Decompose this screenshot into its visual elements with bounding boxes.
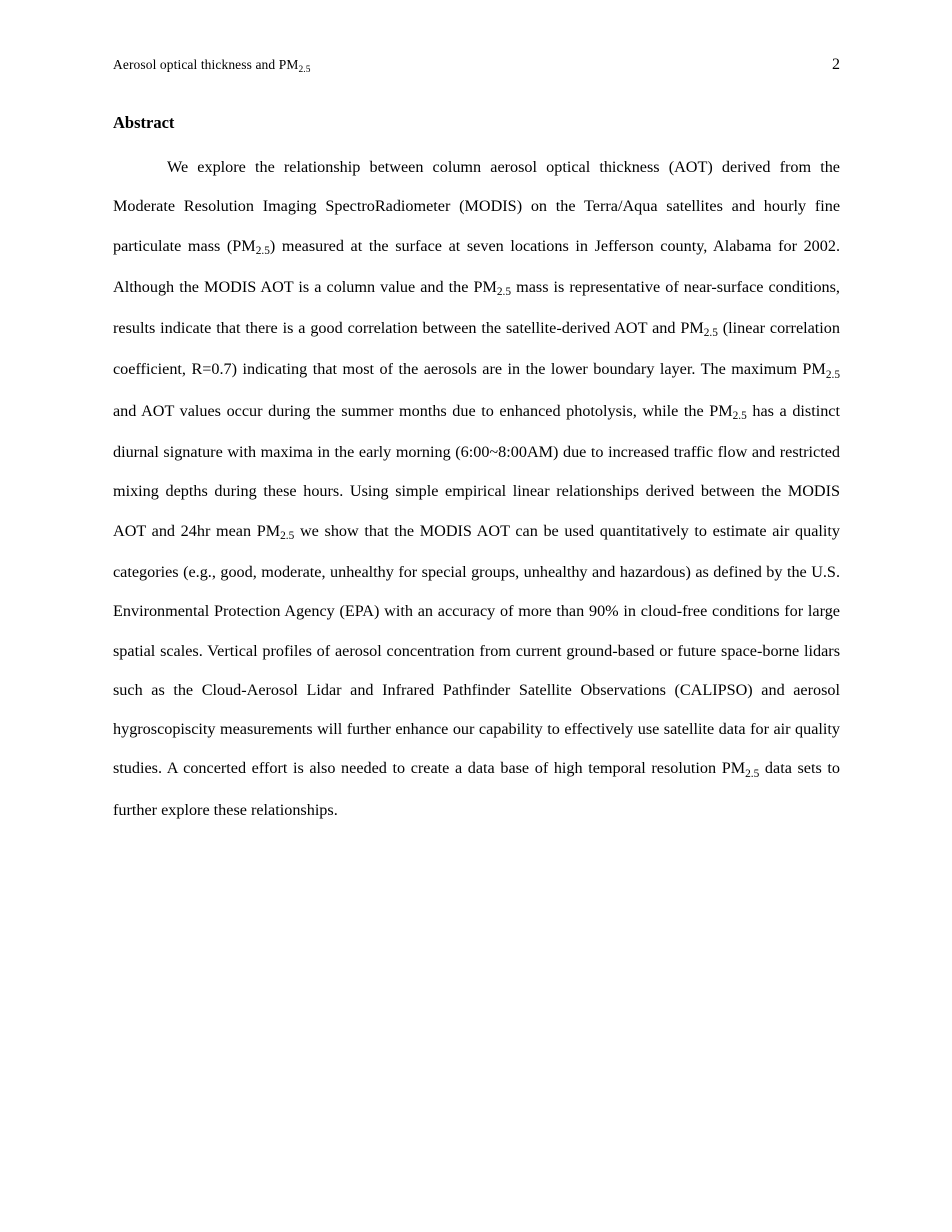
pm-subscript: 2.5 xyxy=(280,529,295,542)
text-run: ) measured at the surface at seven locations in Jefferson county, Alabama for 2002. Although the MODIS AOT is a column value and the PM xyxy=(113,236,841,296)
running-head xyxy=(113,57,311,73)
abstract-text xyxy=(113,158,840,819)
text-run: We explore the relationship between column aerosol optical thickness (AOT) derived from the Moderate Resolution Imaging SpectroRadiometer (MODIS) on the Terra/Aqua satellites and hourly fine particulate mass (PM xyxy=(113,158,840,255)
running-head-subscript: 2.5 xyxy=(298,64,311,75)
pm-subscript: 2.5 xyxy=(255,244,270,257)
text-run: (linear correlation coefficient, R=0.7) indicating that most of the aerosols are in the lower boundary layer. The maximum PM xyxy=(113,319,840,379)
text-run: we show that the MODIS AOT can be used quantitatively to estimate air quality categories (e.g., good, moderate, unhealthy for special groups, unhealthy and hazardous) as defined by the U.S. Environmental Protection Agency (EPA) with an accuracy of more than 90% in cloud-free conditions for large spatial scales. Vertical profiles of aerosol concentration from current ground-based or future space-borne lidars such as the Cloud-Aerosol Lidar and Infrared Pathfinder Satellite Observations (CALIPSO) and aerosol hygroscopiscity measurements will further enhance our capability to effectively use satellite data for air quality studies. A concerted effort is also needed to create a data base of high temporal resolution PM xyxy=(113,521,840,778)
abstract-heading: Abstract xyxy=(113,113,175,132)
pm-subscript: 2.5 xyxy=(496,286,512,299)
pm-subscript: 2.5 xyxy=(825,368,840,381)
text-run: data sets to further explore these relationships. xyxy=(113,759,840,819)
abstract-paragraph xyxy=(113,148,840,830)
text-run: and AOT values occur during the summer months due to enhanced photolysis, while the PM xyxy=(113,401,733,420)
pm-subscript: 2.5 xyxy=(745,767,760,780)
page-number: 2 xyxy=(832,56,840,73)
text-run: mass is representative of near-surface conditions, results indicate that there is a good correlation between the satellite-derived AOT and PM xyxy=(113,277,840,338)
pm-subscript: 2.5 xyxy=(732,409,747,422)
text-run: has a distinct diurnal signature with maxima in the early morning (6:00~8:00AM) due to increased traffic flow and restricted mixing depths during these hours. Using simple empirical linear relationships derived between the MODIS AOT and 24hr mean PM xyxy=(113,401,840,540)
running-head-text: Aerosol optical thickness and PM xyxy=(113,57,299,72)
pm-subscript: 2.5 xyxy=(703,327,718,340)
